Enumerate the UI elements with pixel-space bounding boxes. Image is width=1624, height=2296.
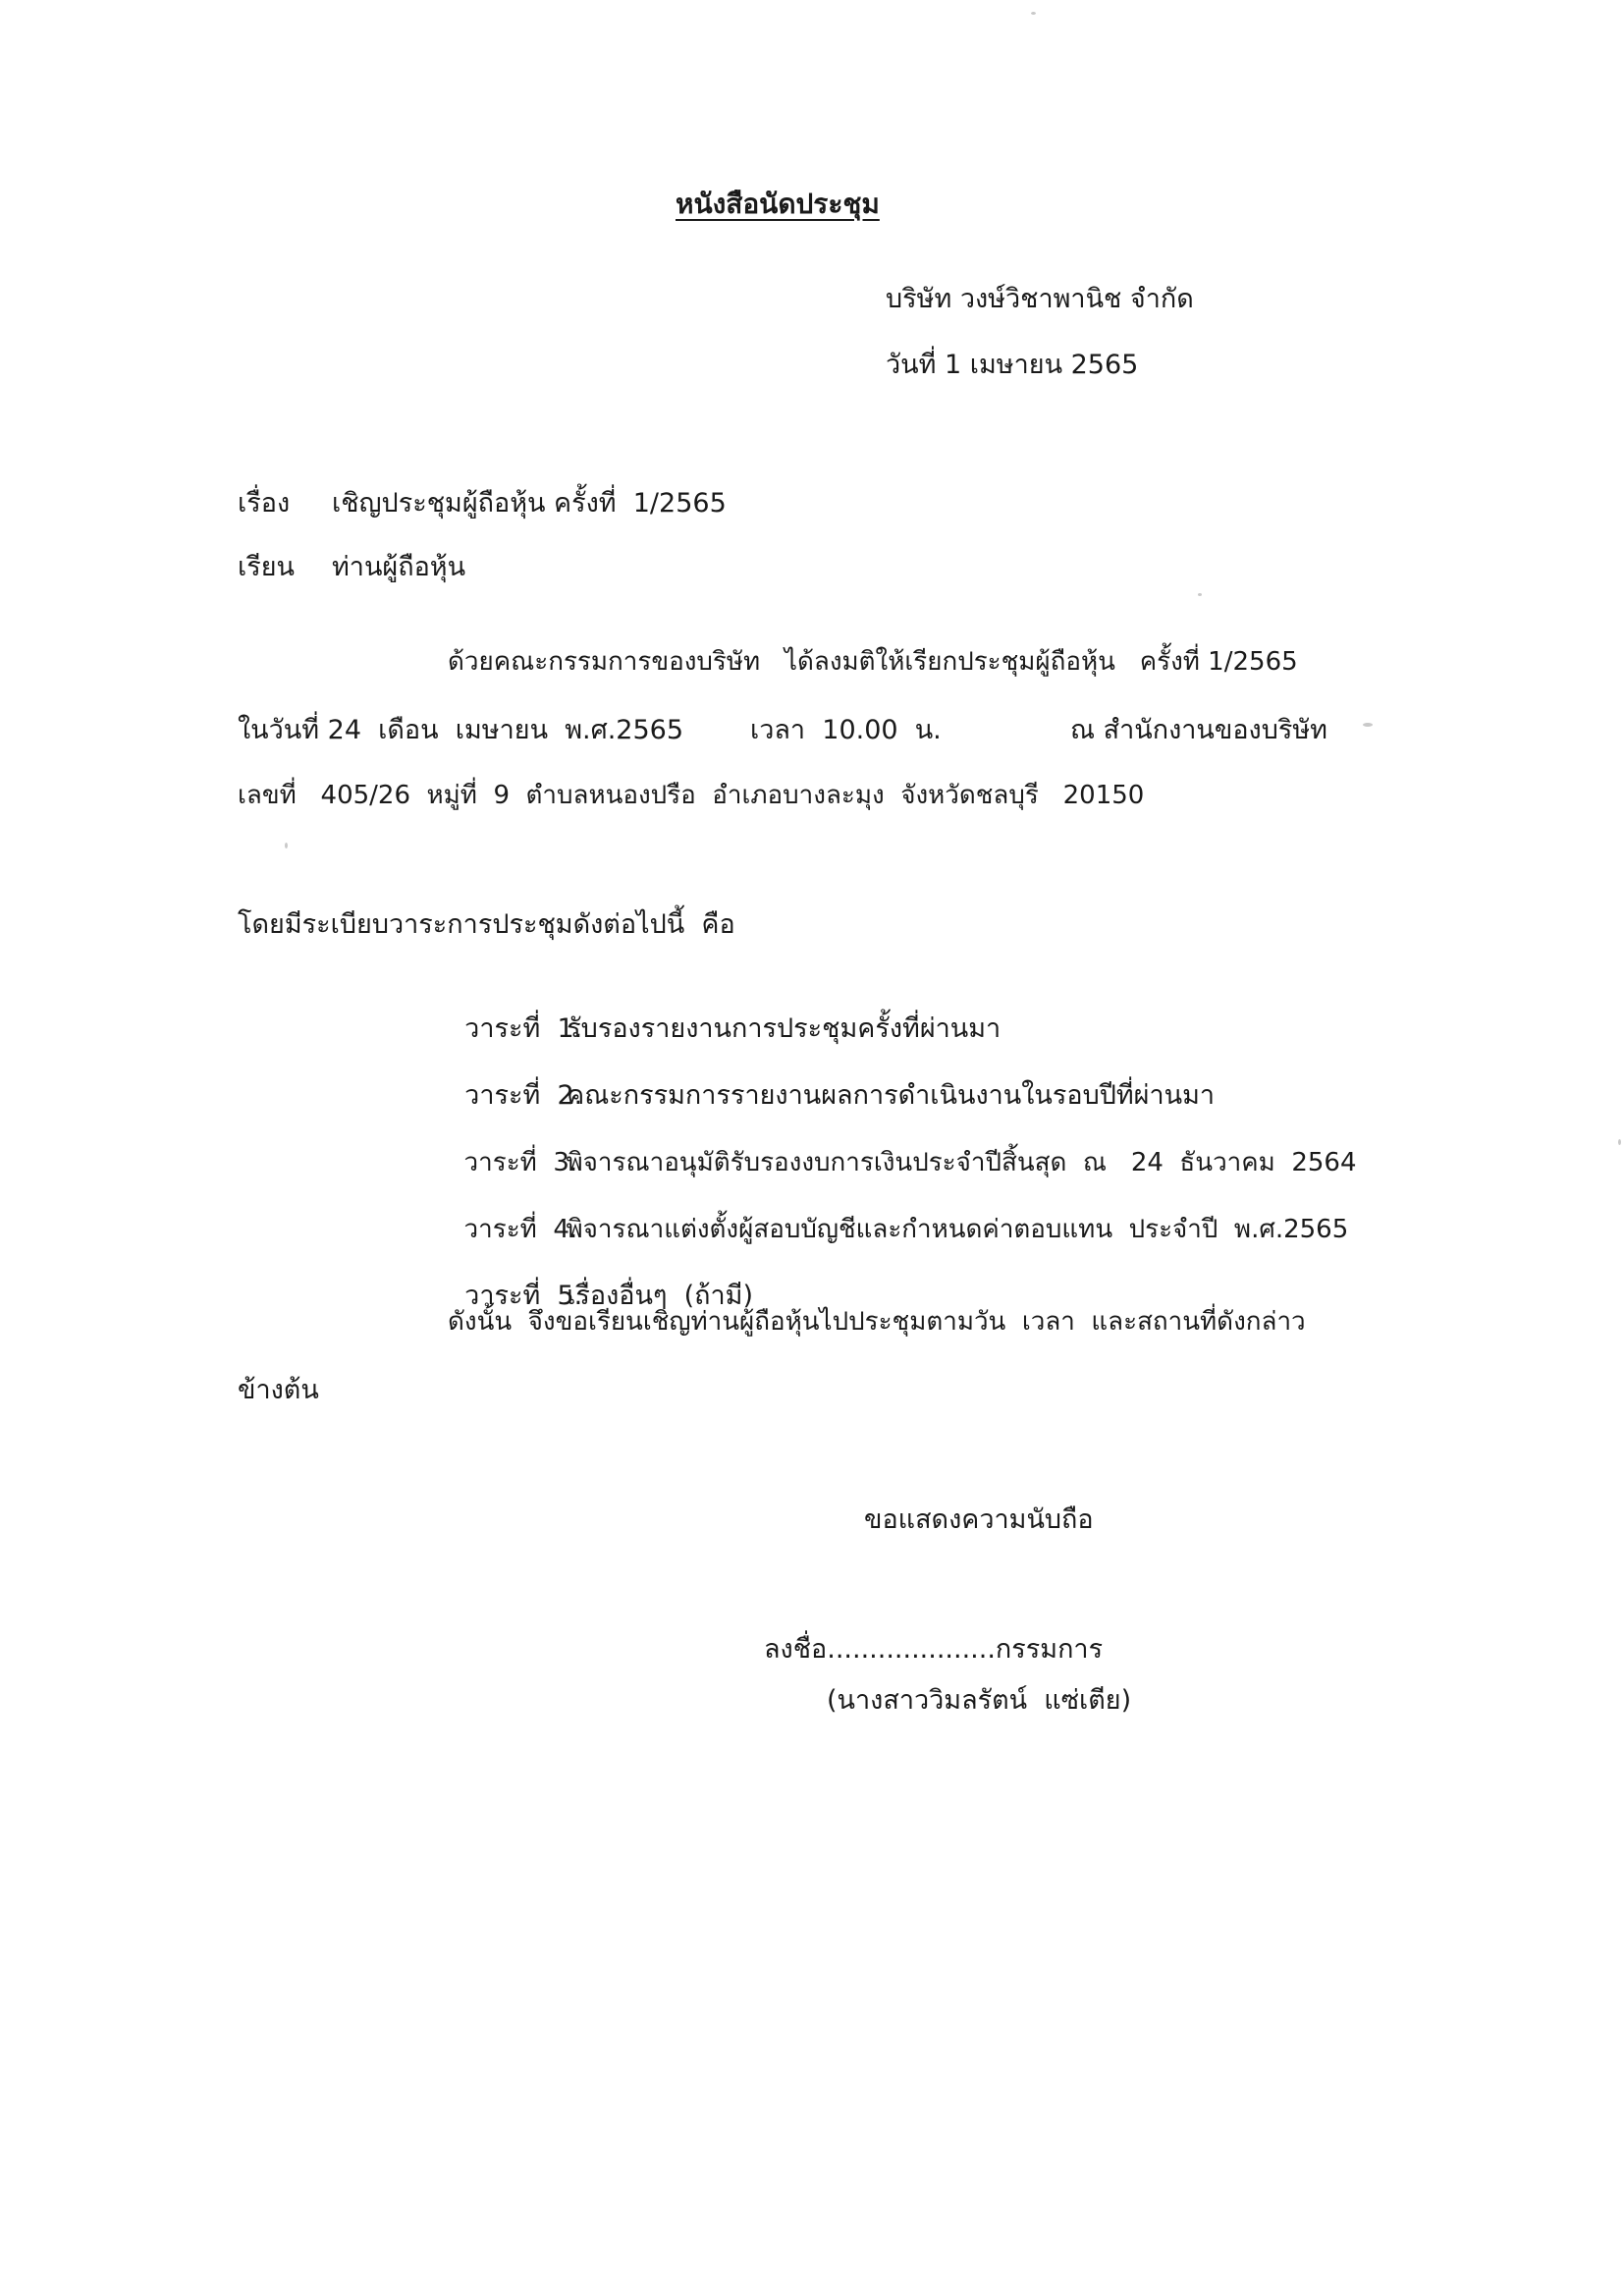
paragraph-line: ด้วยคณะกรรมการของบริษัท ได้ลงมติให้เรียกประชุมผู้ถือหุ้น ครั้งที่ 1/2565 [448,647,1298,677]
agenda-text: เรื่องอื่นๆ (ถ้ามี) [567,1281,754,1311]
scan-speck [1618,1139,1621,1145]
agenda-text: พิจารณาอนุมัติรับรองงบการเงินประจำปีสิ้นสุด ณ 24 ธันวาคม 2564 [566,1148,1357,1177]
to-label: เรียน [238,552,296,582]
agenda-intro: โดยมีระเบียบวาระการประชุมดังต่อไปนี้ คือ [238,909,735,940]
signature-line: ลงชื่อ....................กรรมการ [764,1634,1104,1665]
paragraph-line-date: ในวันที่ 24 เดือน เมษายน พ.ศ.2565 [238,715,684,745]
document-date: วันที่ 1 เมษายน 2565 [886,350,1139,380]
company-name: บริษัท วงษ์วิชาพานิช จำกัด [886,284,1194,314]
paragraph-line-time: เวลา 10.00 น. [750,715,942,745]
closing-line: ดังนั้น จึงขอเรียนเชิญท่านผู้ถือหุ้นไปประชุมตามวัน เวลา และสถานที่ดังกล่าว [448,1307,1306,1337]
agenda-text: พิจารณาแต่งตั้งผู้สอบบัญชีและกำหนดค่าตอบแทน ประจำปี พ.ศ.2565 [566,1215,1349,1244]
scan-speck [1363,723,1373,727]
paragraph-line-venue: ณ สำนักงานของบริษัท [1070,715,1327,745]
to-value: ท่านผู้ถือหุ้น [332,552,466,582]
signatory-name: (นางสาววิมลรัตน์ แซ่เตีย) [827,1685,1132,1716]
agenda-text: รับรองรายงานการประชุมครั้งที่ผ่านมา [567,1013,1001,1044]
scan-speck [1198,593,1202,596]
agenda-number: วาระที่ 1. [464,1013,583,1044]
document-title: หนังสือนัดประชุม [676,188,880,220]
agenda-number: วาระที่ 3. [463,1148,578,1177]
agenda-number: วาระที่ 4. [463,1215,578,1244]
scan-speck [285,843,288,848]
scan-speck [1031,12,1036,15]
subject-label: เรื่อง [238,488,291,519]
paragraph-line-address: เลขที่ 405/26 หมู่ที่ 9 ตำบลหนองปรือ อำเภอบางละมุง จังหวัดชลบุรี 20150 [238,781,1145,810]
agenda-text: คณะกรรมการรายงานผลการดำเนินงานในรอบปีที่ผ่านมา [567,1080,1216,1111]
regards: ขอแสดงความนับถือ [864,1504,1094,1535]
agenda-number: วาระที่ 2. [464,1080,583,1111]
agenda-number: วาระที่ 5. [464,1281,583,1311]
subject-value: เชิญประชุมผู้ถือหุ้น ครั้งที่ 1/2565 [332,488,727,519]
closing-line-end: ข้างต้น [238,1375,319,1405]
